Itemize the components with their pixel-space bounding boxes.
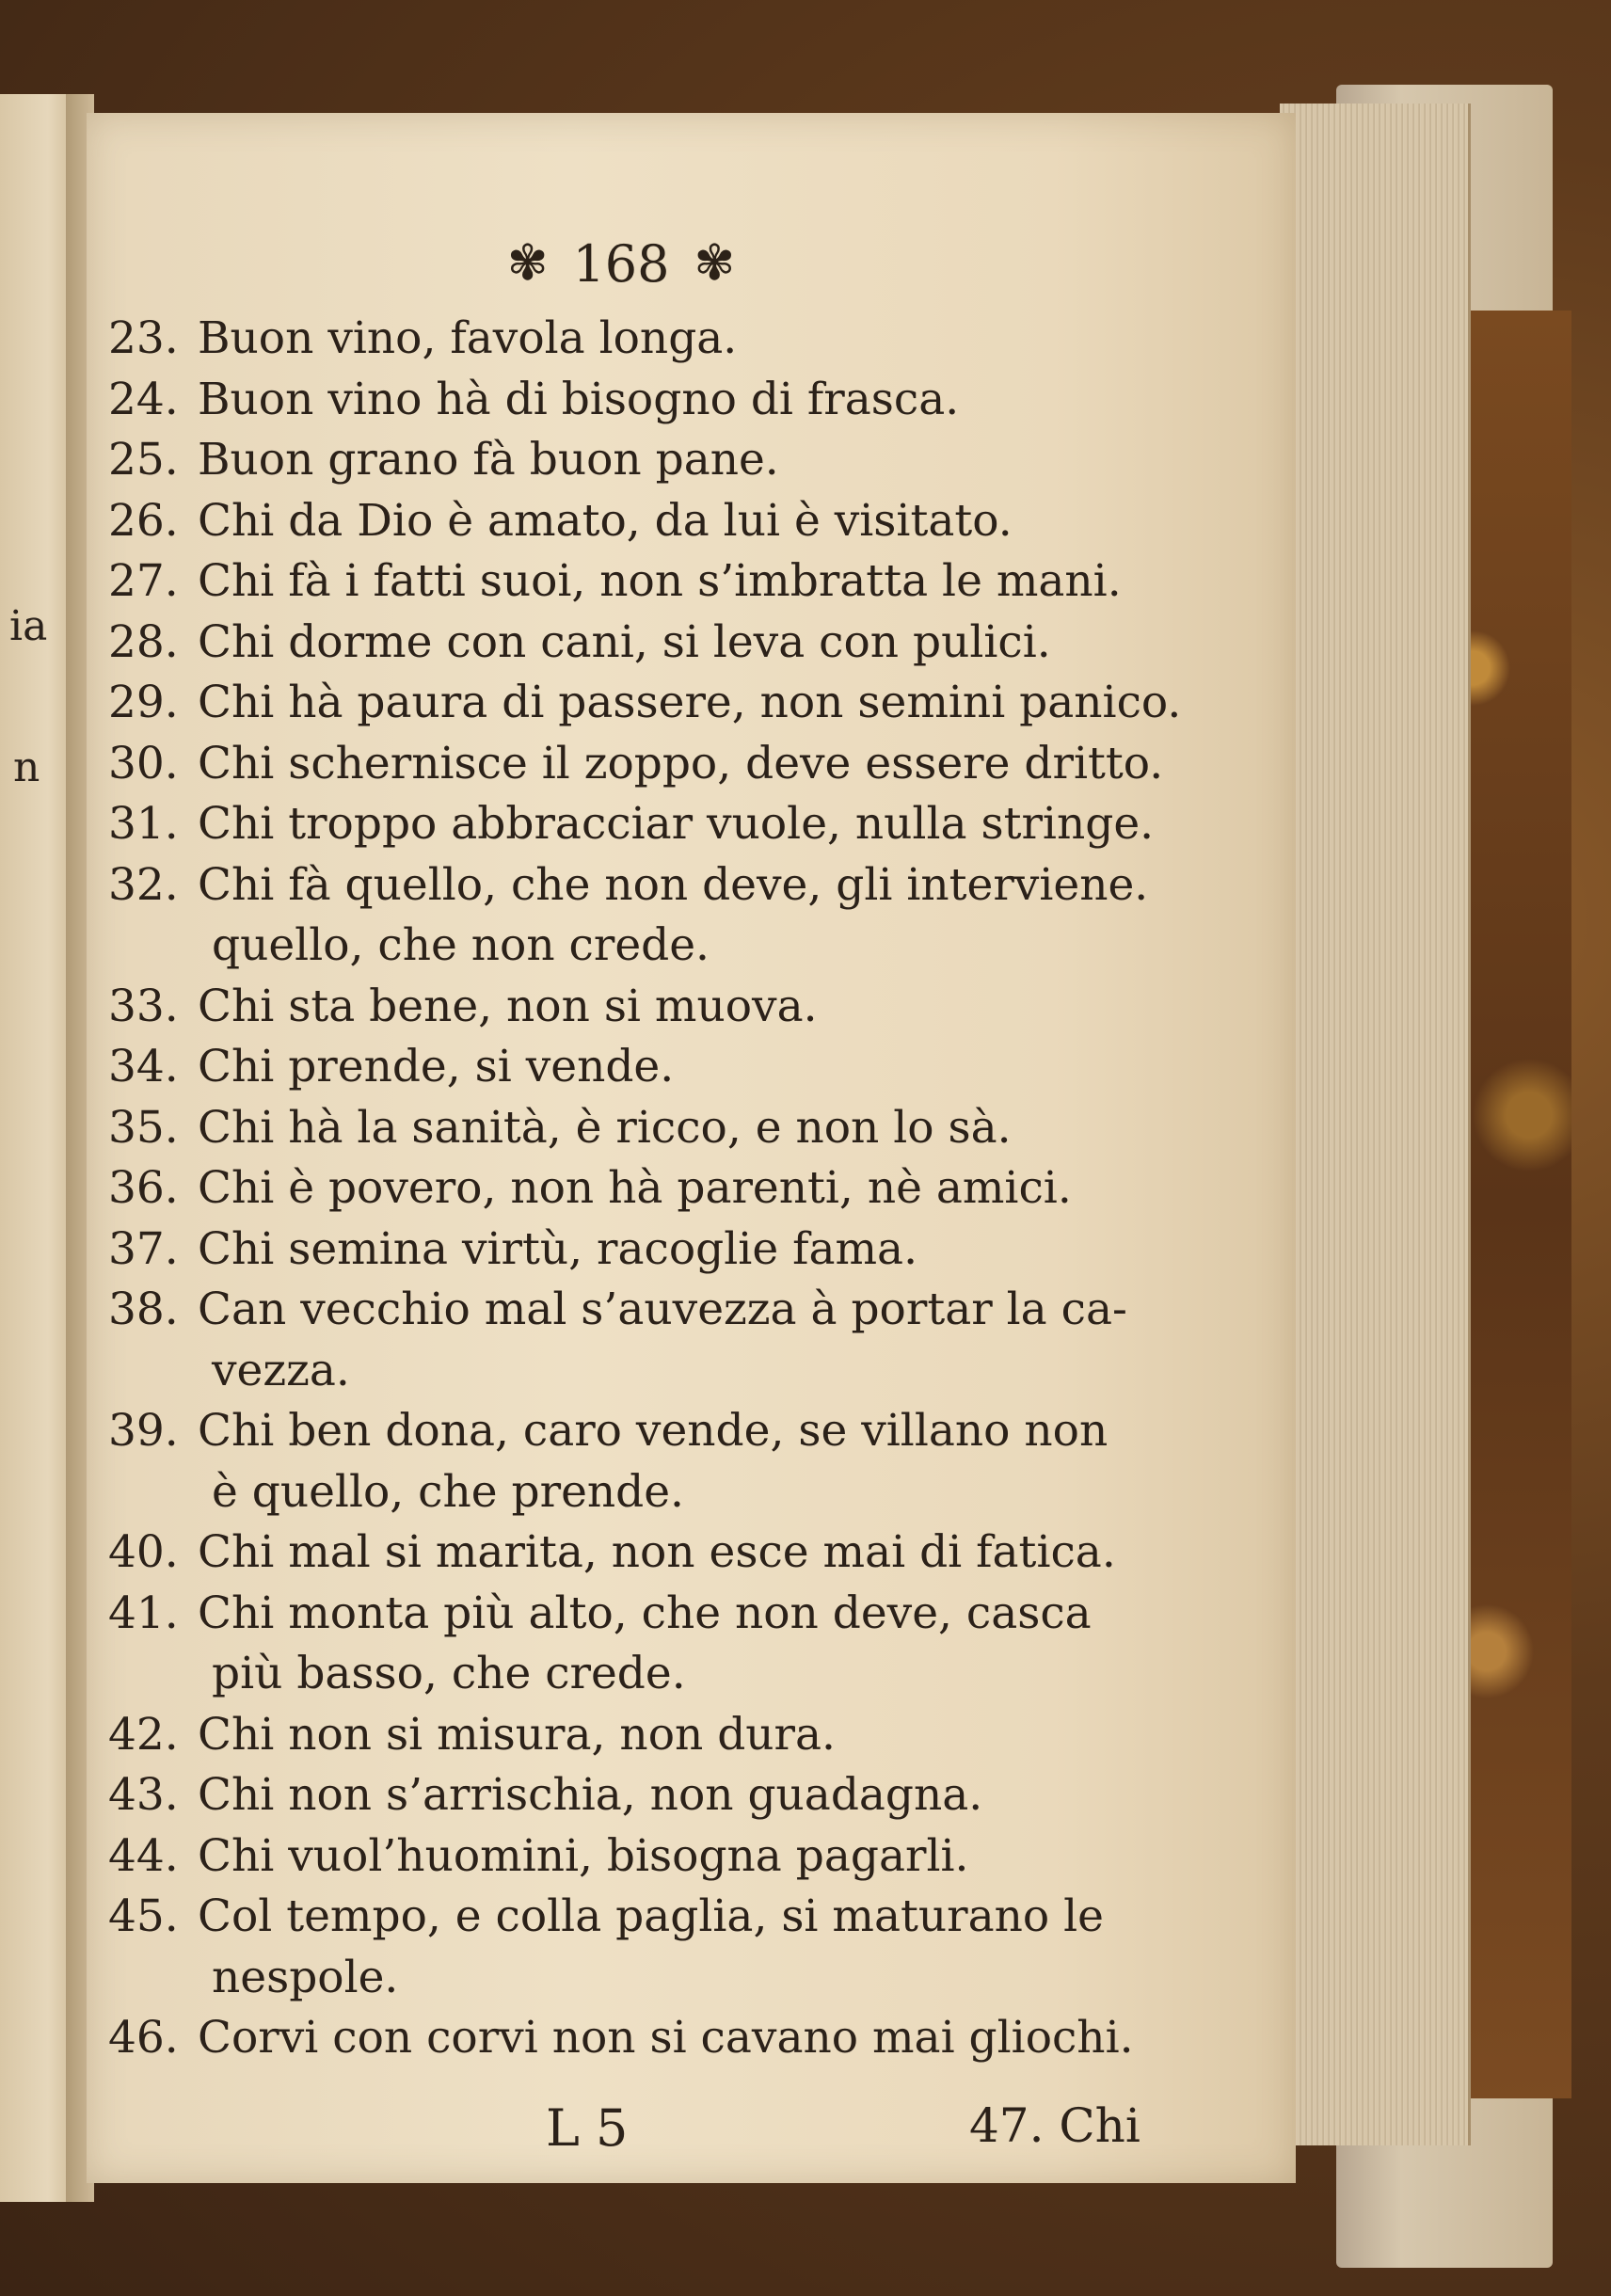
- proverb-text: Chi non si misura, non dura.: [198, 1708, 836, 1761]
- proverb-continuation-line: [0, 1950, 1611, 2006]
- proverb-line: [0, 796, 1611, 853]
- proverb-text: Chi schernisce il zoppo, deve essere dritto.: [198, 737, 1164, 789]
- proverb-line: [0, 311, 1611, 367]
- left-page-fragment: n: [13, 743, 40, 791]
- proverb-continuation: nespole.: [212, 1951, 399, 2003]
- proverb-number: 39.: [108, 1405, 179, 1457]
- proverb-number: 25.: [108, 434, 179, 486]
- proverb-line: [0, 1707, 1611, 1763]
- ornament-icon: ✾: [694, 235, 736, 292]
- proverb-continuation: vezza.: [212, 1344, 350, 1396]
- left-page-fragment: ia: [9, 602, 48, 650]
- proverb-text: Chi hà paura di passere, non semini panico.: [198, 677, 1182, 728]
- proverb-number: 28.: [108, 615, 179, 668]
- proverb-number: 40.: [108, 1526, 179, 1578]
- proverb-text: Chi mal si marita, non esce mai di fatica.: [198, 1526, 1116, 1578]
- proverb-line: [0, 2010, 1611, 2066]
- proverb-line: [0, 1282, 1611, 1338]
- proverb-number: 32.: [108, 858, 179, 911]
- proverb-line: [0, 432, 1611, 488]
- proverb-line: [0, 614, 1611, 671]
- proverb-text: Chi prende, si vende.: [198, 1041, 675, 1092]
- proverb-line: [0, 1586, 1611, 1642]
- proverb-continuation: quello, che non crede.: [212, 919, 710, 971]
- proverb-text: Chi hà la sanità, è ricco, e non lo sà.: [198, 1101, 1012, 1154]
- proverb-number: 46.: [108, 2012, 179, 2064]
- proverb-line: [0, 1160, 1611, 1217]
- proverb-text: Buon vino hà di bisogno di frasca.: [198, 373, 960, 425]
- proverb-line: [0, 675, 1611, 731]
- proverb-text: Chi non s’arrischia, non guadagna.: [198, 1769, 983, 1821]
- proverb-number: 34.: [108, 1041, 179, 1092]
- proverb-text: Chi fà quello, che non deve, gli interviene.: [198, 858, 1149, 911]
- proverb-text: Chi sta bene, non si muova.: [198, 980, 818, 1032]
- proverb-number: 23.: [108, 312, 179, 364]
- proverb-number: 26.: [108, 494, 179, 547]
- ornament-icon: ✾: [506, 235, 549, 292]
- proverb-line: [0, 979, 1611, 1035]
- proverb-text: Chi troppo abbracciar vuole, nulla stringe.: [198, 798, 1155, 850]
- catchword: 47. Chi: [969, 2098, 1140, 2153]
- proverb-line: [0, 1100, 1611, 1156]
- proverb-number: 43.: [108, 1769, 179, 1821]
- page-number: 168: [572, 233, 670, 294]
- proverb-line: [0, 493, 1611, 550]
- proverb-number: 44.: [108, 1829, 179, 1882]
- proverb-continuation-line: [0, 917, 1611, 974]
- page-header: [0, 226, 1611, 301]
- proverb-number: 38.: [108, 1284, 179, 1335]
- proverb-number: 30.: [108, 737, 179, 789]
- proverb-text: Chi ben dona, caro vende, se villano non: [198, 1405, 1109, 1457]
- proverb-text: Chi vuol’huomini, bisogna pagarli.: [198, 1829, 969, 1882]
- proverb-text: Chi semina virtù, racoglie fama.: [198, 1222, 918, 1275]
- proverb-number: 31.: [108, 798, 179, 850]
- proverb-text: Col tempo, e colla paglia, si maturano le: [198, 1890, 1104, 1942]
- proverb-text: Chi fà i fatti suoi, non s’imbratta le mani.: [198, 555, 1122, 607]
- proverb-number: 42.: [108, 1708, 179, 1761]
- proverb-line: [0, 1221, 1611, 1278]
- proverb-line: [0, 1524, 1611, 1581]
- proverb-line: [0, 372, 1611, 428]
- proverb-line: [0, 1889, 1611, 1945]
- proverb-text: Corvi con corvi non si cavano mai gliochi.: [198, 2012, 1134, 2064]
- proverb-continuation: più basso, che crede.: [212, 1648, 686, 1699]
- proverb-text: Buon vino, favola longa.: [198, 312, 738, 364]
- proverb-number: 35.: [108, 1101, 179, 1154]
- proverb-text: Chi monta più alto, che non deve, casca: [198, 1586, 1092, 1639]
- proverb-line: [0, 1767, 1611, 1824]
- proverb-line: [0, 1828, 1611, 1885]
- proverb-continuation-line: [0, 1343, 1611, 1399]
- proverb-line: [0, 1039, 1611, 1095]
- proverb-number: 41.: [108, 1586, 179, 1639]
- proverb-number: 37.: [108, 1222, 179, 1275]
- proverb-number: 33.: [108, 980, 179, 1032]
- proverb-continuation-line: [0, 1646, 1611, 1702]
- proverb-text: Chi dorme con cani, si leva con pulici.: [198, 615, 1051, 668]
- proverb-number: 24.: [108, 373, 179, 425]
- proverb-text: Chi è povero, non hà parenti, nè amici.: [198, 1162, 1072, 1214]
- proverb-number: 36.: [108, 1162, 179, 1214]
- proverb-continuation: è quello, che prende.: [212, 1465, 684, 1518]
- proverb-number: 27.: [108, 555, 179, 607]
- proverb-line: [0, 553, 1611, 610]
- proverb-number: 45.: [108, 1890, 179, 1942]
- proverb-continuation-line: [0, 1464, 1611, 1521]
- proverb-text: Chi da Dio è amato, da lui è visitato.: [198, 494, 1013, 547]
- proverb-line: [0, 857, 1611, 914]
- proverb-text: Buon grano fà buon pane.: [198, 434, 779, 486]
- signature-mark: L 5: [546, 2098, 629, 2158]
- proverb-text: Can vecchio mal s’auvezza à portar la ca-: [198, 1284, 1127, 1335]
- proverb-line: [0, 736, 1611, 792]
- proverb-line: [0, 1403, 1611, 1459]
- proverb-number: 29.: [108, 677, 179, 728]
